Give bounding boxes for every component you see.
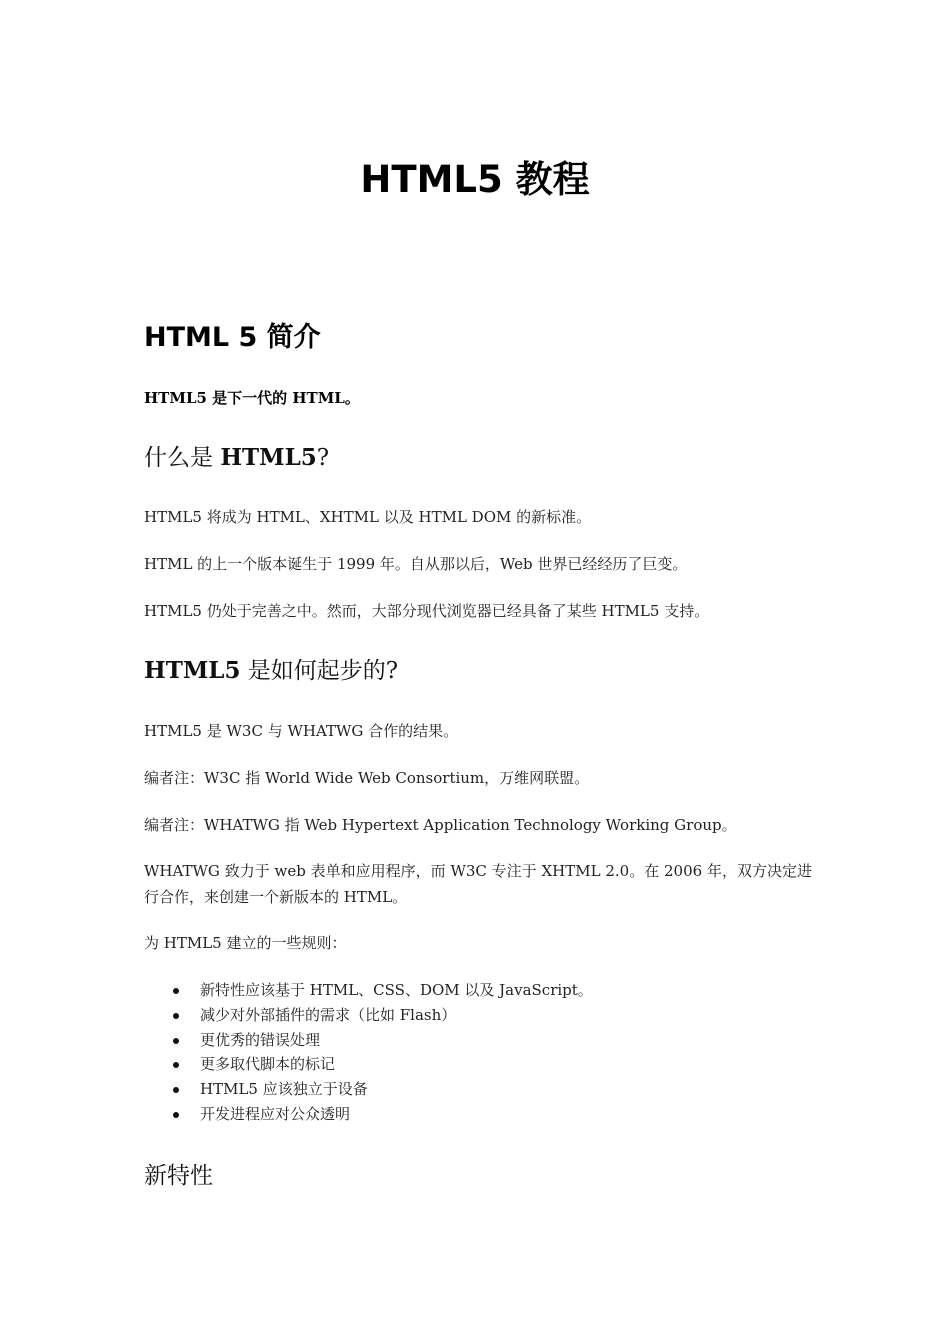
paragraph-how-4: WHATWG 致力于 web 表单和应用程序，而 W3C 专注于 XHTML 2.0。在 2006 年，双方决定进行合作，来创建一个新版本的 HTML。	[144, 862, 812, 906]
bullet-icon	[173, 1062, 179, 1068]
heading-how-html5-started	[144, 653, 398, 689]
list-item: HTML5 应该独立于设备	[144, 1077, 593, 1102]
heading-how-suffix: 是如何起步的?	[240, 658, 399, 684]
paragraph-how-1: HTML5 是 W3C 与 WHATWG 合作的结果。	[144, 722, 459, 740]
paragraph-what-3: HTML5 仍处于完善之中。然而，大部分现代浏览器已经具备了某些 HTML5 支持。	[144, 602, 710, 620]
heading-what-is-prefix: 什么是	[144, 445, 221, 471]
bullet-icon	[173, 1038, 179, 1044]
heading-what-is-bold: HTML5	[220, 444, 317, 471]
bullet-icon	[173, 1087, 179, 1093]
paragraph-how-3: 编者注：WHATWG 指 Web Hypertext Application Technology Working Group。	[144, 816, 737, 834]
list-item: 新特性应该基于 HTML、CSS、DOM 以及 JavaScript。	[144, 978, 593, 1003]
heading-what-is-suffix: ?	[316, 445, 330, 471]
bullet-icon	[173, 1013, 179, 1019]
paragraph-what-1: HTML5 将成为 HTML、XHTML 以及 HTML DOM 的新标准。	[144, 508, 592, 526]
heading-new-features: 新特性	[144, 1163, 213, 1189]
bullet-icon	[173, 1112, 179, 1118]
intro-sentence: HTML5 是下一代的 HTML。	[144, 389, 360, 407]
paragraph-how-5: 为 HTML5 建立的一些规则：	[144, 934, 347, 952]
list-item: 更优秀的错误处理	[144, 1028, 593, 1053]
list-item: 开发进程应对公众透明	[144, 1102, 593, 1127]
list-item: 更多取代脚本的标记	[144, 1052, 593, 1077]
section-heading-intro: HTML 5 简介	[144, 322, 321, 353]
paragraph-what-2: HTML 的上一个版本诞生于 1999 年。自从那以后，Web 世界已经经历了巨变。	[144, 555, 688, 573]
paragraph-how-2: 编者注：W3C 指 World Wide Web Consortium，万维网联盟。	[144, 769, 590, 787]
heading-how-bold: HTML5	[144, 657, 241, 684]
list-item: 减少对外部插件的需求（比如 Flash）	[144, 1003, 593, 1028]
document-title: HTML5 教程	[360, 158, 590, 201]
heading-what-is-html5	[144, 440, 329, 476]
rules-list	[144, 978, 593, 1127]
bullet-icon	[173, 988, 179, 994]
